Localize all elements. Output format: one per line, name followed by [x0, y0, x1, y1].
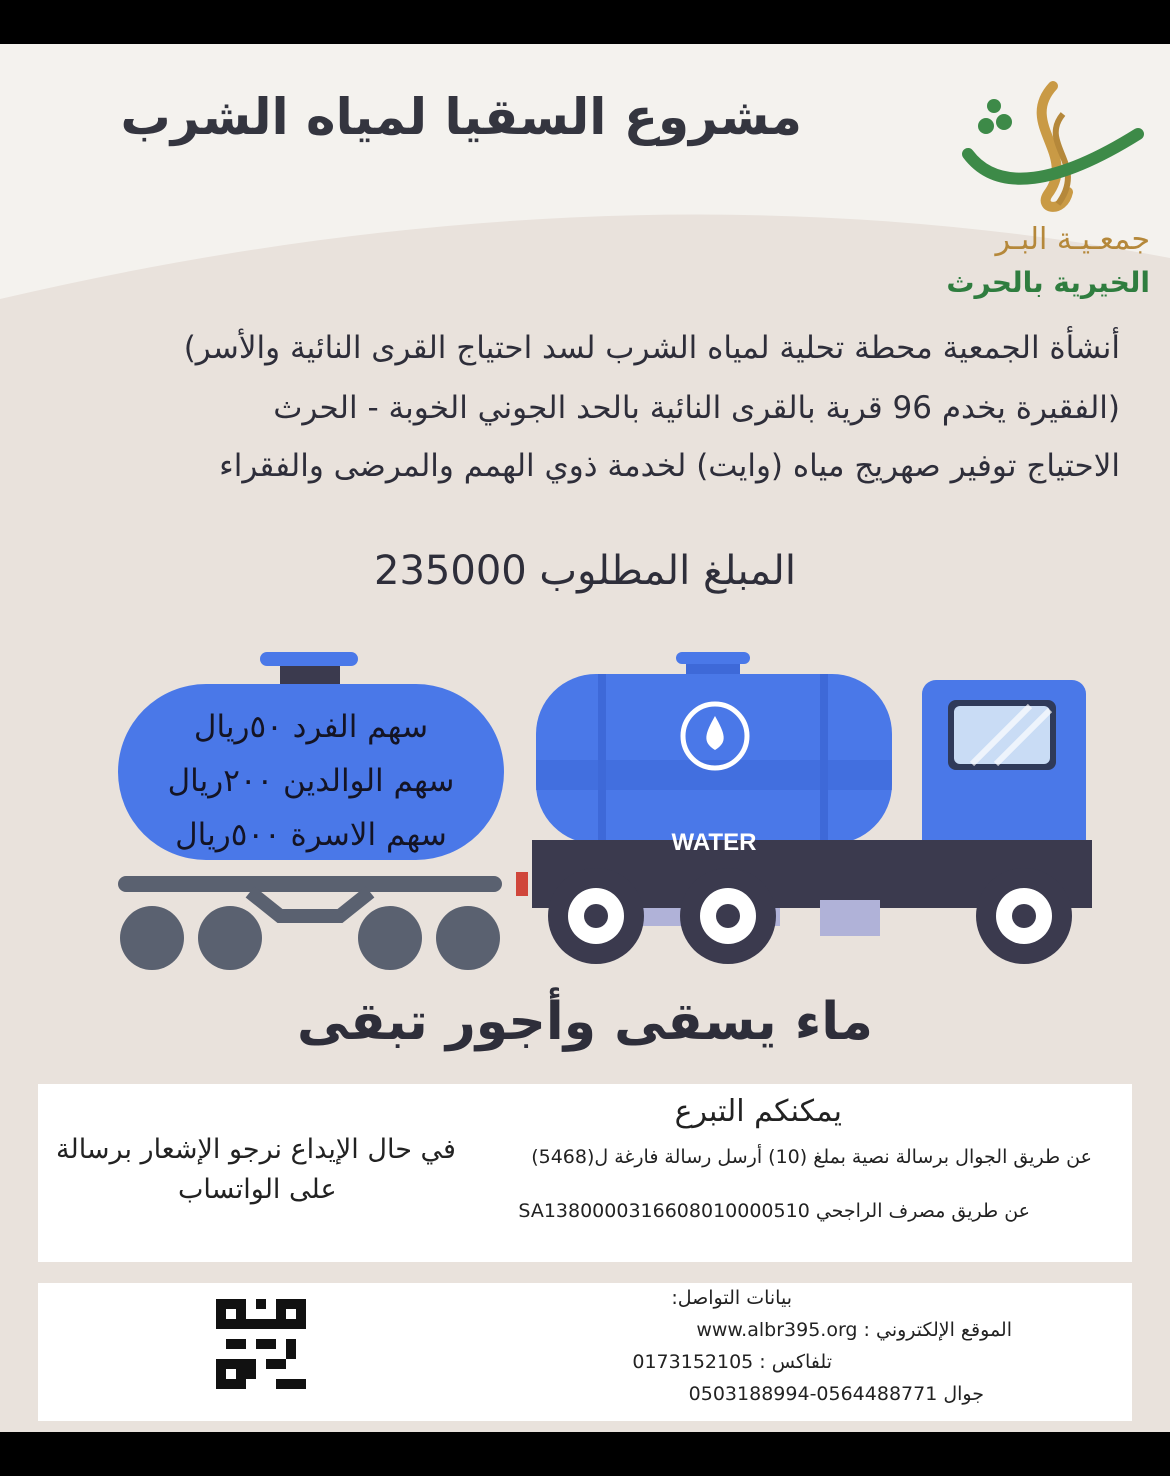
contact-panel [38, 1283, 1132, 1421]
notify-note-line2: على الواتساب [178, 1174, 337, 1205]
truck-label: WATER [671, 829, 757, 856]
logo-icon [958, 74, 1148, 224]
donation-title: يمكنكم التبرع [674, 1094, 842, 1129]
shares-list [118, 684, 504, 860]
notify-note-line1: في حال الإيداع نرجو الإشعار برسالة [56, 1134, 456, 1165]
description-line: الاحتياج توفير صهريج مياه (وايت) لخدمة ذوي الهمم والمرضى والفقراء [219, 448, 1120, 484]
share-individual: سهم الفرد ٥٠ريال [193, 709, 429, 745]
qr-code [216, 1299, 306, 1389]
contact-mobile: جوال 0564488771-0503188994 [688, 1383, 984, 1405]
water-truck-illustration [510, 644, 1110, 984]
donation-bank-method: عن طريق مصرف الراجحي SA1380000316608010000510 [518, 1200, 1030, 1222]
poster [0, 44, 1170, 1432]
description-line: (الفقيرة يخدم 96 قرية بالقرى النائية بالحد الجوني الخوبة - الحرث [273, 390, 1120, 426]
description-line: أنشأة الجمعية محطة تحلية لمياه الشرب لسد احتياج القرى النائية والأسر) [183, 330, 1120, 366]
donation-panel [38, 1084, 1132, 1262]
logo-name-line2: الخيرية بالحرث [946, 266, 1150, 299]
contact-fax: تلفاكس : 0173152105 [632, 1351, 832, 1373]
required-amount: المبلغ المطلوب 235000 [374, 548, 796, 594]
share-parents: سهم الوالدين ٢٠٠ريال [167, 763, 455, 799]
logo-name-line1: جمعـيـة البـر [995, 222, 1150, 257]
contact-website: الموقع الإلكتروني : www.albr395.org [696, 1319, 1012, 1341]
share-family: سهم الاسرة ٥٠٠ريال [175, 817, 447, 853]
slogan: ماء يسقى وأجور تبقى [296, 992, 874, 1052]
donation-sms-method: عن طريق الجوال برسالة نصية بملغ (10) أرسل رسالة فارغة ل(5468) [531, 1146, 1092, 1168]
contact-heading: بيانات التواصل: [671, 1287, 792, 1309]
page-title: مشروع السقيا لمياه الشرب [120, 88, 802, 146]
